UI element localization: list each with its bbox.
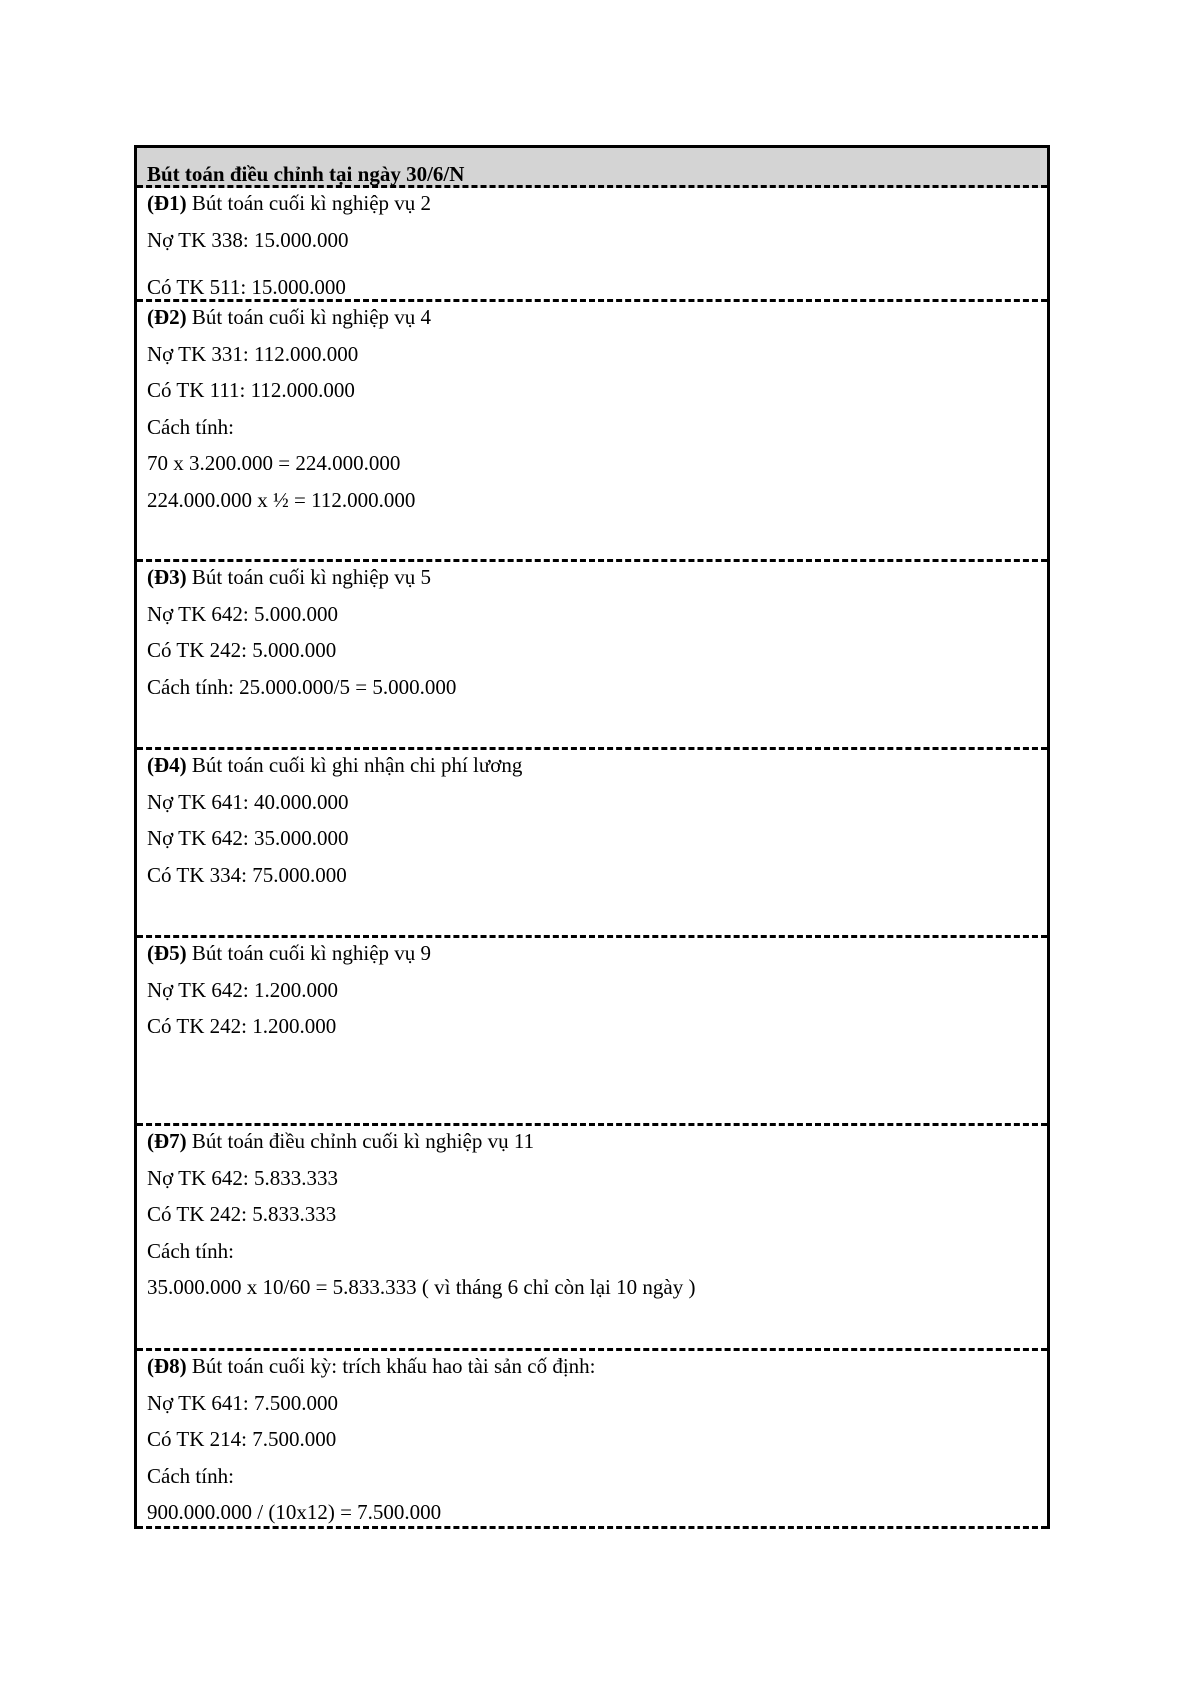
- entry-line: Nợ TK 338: 15.000.000: [147, 227, 349, 252]
- entry-line: Nợ TK 641: 40.000.000: [147, 789, 349, 814]
- entry-d2: [137, 302, 1047, 562]
- entry-code: (Đ5): [147, 941, 187, 965]
- entry-line: 900.000.000 / (10x12) = 7.500.000: [147, 1500, 442, 1524]
- entry-d5: [137, 938, 1047, 1126]
- entry-title-line: [147, 1354, 1047, 1391]
- entry-line: Có TK 511: 15.000.000: [147, 275, 346, 299]
- entry-line: Nợ TK 642: 5.833.333: [147, 1165, 338, 1190]
- table-header: [137, 148, 1047, 188]
- entry-line: Nợ TK 642: 5.000.000: [147, 601, 338, 626]
- entry-line: Có TK 111: 112.000.000: [147, 378, 355, 402]
- entry-line: Nợ TK 642: 35.000.000: [147, 826, 349, 850]
- entry-line: Nợ TK 641: 7.500.000: [147, 1390, 338, 1415]
- entry-code: (Đ4): [147, 753, 187, 777]
- entry-d7: [137, 1126, 1047, 1351]
- entry-line: Có TK 242: 1.200.000: [147, 1014, 337, 1038]
- entry-line: Nợ TK 642: 1.200.000: [147, 977, 338, 1002]
- entry-title-line: [147, 941, 1047, 978]
- entry-line: Có TK 214: 7.500.000: [147, 1427, 337, 1451]
- entry-line: Có TK 242: 5.000.000: [147, 638, 337, 662]
- entry-title-line: [147, 565, 1047, 602]
- entry-title: Bút toán cuối kì nghiệp vụ 9: [186, 941, 432, 965]
- entry-code: (Đ8): [147, 1354, 187, 1378]
- entry-line: Cách tính:: [147, 414, 234, 439]
- entry-title-line: [147, 191, 1047, 228]
- entry-spacer: [147, 264, 1047, 275]
- entry-d8: [137, 1351, 1047, 1529]
- entry-code: (Đ7): [147, 1129, 187, 1153]
- entry-line: Có TK 242: 5.833.333: [147, 1202, 337, 1226]
- adjusting-entries-table: [134, 145, 1050, 1529]
- entry-title: Bút toán cuối kì nghiệp vụ 2: [186, 191, 432, 215]
- entry-code: (Đ1): [147, 191, 187, 215]
- entry-code: (Đ2): [147, 305, 187, 329]
- entry-line: Cách tính: 25.000.000/5 = 5.000.000: [147, 674, 457, 699]
- entry-line: Cách tính:: [147, 1238, 234, 1263]
- table-title: Bút toán điều chỉnh tại ngày 30/6/N: [147, 162, 465, 186]
- entry-title: Bút toán điều chỉnh cuối kì nghiệp vụ 11: [186, 1129, 535, 1153]
- entry-title: Bút toán cuối kỳ: trích khấu hao tài sản cố định:: [186, 1354, 596, 1378]
- entry-line: Có TK 334: 75.000.000: [147, 862, 347, 887]
- entry-title-line: [147, 305, 1047, 342]
- entry-line: 224.000.000 x ½ = 112.000.000: [147, 487, 416, 512]
- entry-d4: [137, 750, 1047, 938]
- entry-line: Cách tính:: [147, 1463, 234, 1488]
- entry-line: 35.000.000 x 10/60 = 5.833.333 ( vì tháng 6 chỉ còn lại 10 ngày ): [147, 1275, 696, 1299]
- entry-line: 70 x 3.200.000 = 224.000.000: [147, 451, 401, 475]
- entry-title-line: [147, 1129, 1047, 1166]
- entry-d3: [137, 562, 1047, 750]
- entry-title: Bút toán cuối kì ghi nhận chi phí lương: [186, 753, 523, 777]
- entry-d1: [137, 188, 1047, 302]
- entry-code: (Đ3): [147, 565, 187, 589]
- entry-line: Nợ TK 331: 112.000.000: [147, 341, 359, 366]
- entry-title: Bút toán cuối kì nghiệp vụ 5: [186, 565, 432, 589]
- entry-title: Bút toán cuối kì nghiệp vụ 4: [186, 305, 432, 329]
- entry-title-line: [147, 753, 1047, 790]
